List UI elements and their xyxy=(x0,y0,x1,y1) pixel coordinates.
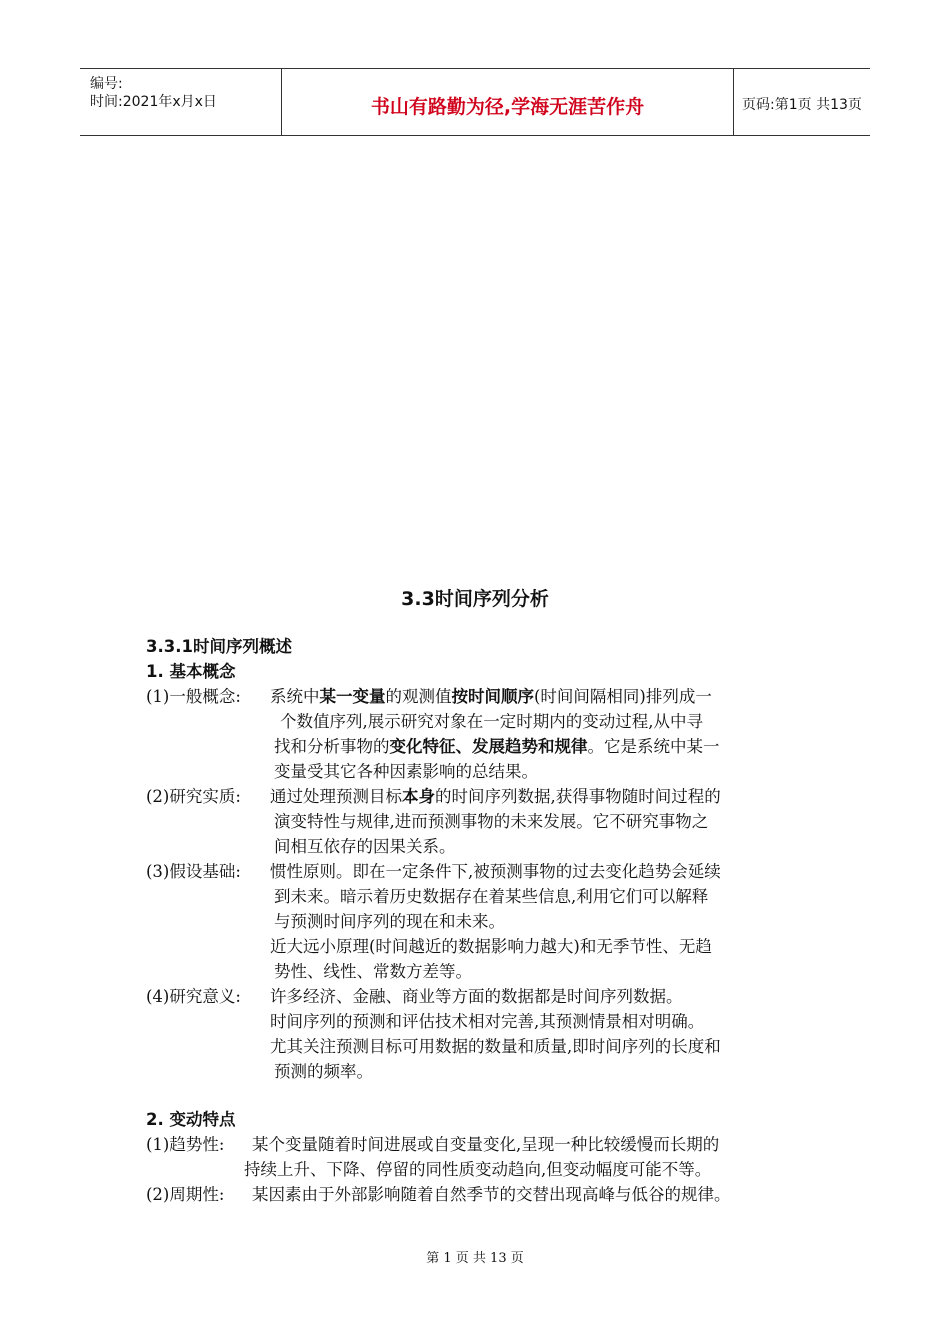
item-label: (1)趋势性: xyxy=(146,1135,225,1154)
body-line: 预测的频率。 xyxy=(274,1062,373,1081)
header-page-cell xyxy=(734,69,870,135)
document-date: 时间:2021年x月x日 xyxy=(90,94,217,110)
body-line: 许多经济、金融、商业等方面的数据都是时间序列数据。 xyxy=(270,987,683,1006)
body-line: 找和分析事物的变化特征、发展趋势和规律。它是系统中某一 xyxy=(274,737,720,756)
item-label: (2)周期性: xyxy=(146,1185,225,1204)
body-line: 通过处理预测目标本身的时间序列数据,获得事物随时间过程的 xyxy=(270,787,721,806)
body-line: 时间序列的预测和评估技术相对完善,其预测情景相对明确。 xyxy=(270,1012,705,1031)
body-line: 变量受其它各种因素影响的总结果。 xyxy=(274,762,538,781)
body-line: 个数值序列,展示研究对象在一定时期内的变动过程,从中寻 xyxy=(280,712,703,731)
body-line: 与预测时间序列的现在和未来。 xyxy=(274,912,505,931)
item-label: (3)假设基础: xyxy=(146,862,241,881)
header-motto-cell xyxy=(282,69,734,135)
section-title: 3.3时间序列分析 xyxy=(401,588,549,610)
body-line: 近大远小原理(时间越近的数据影响力越大)和无季节性、无趋 xyxy=(270,937,712,956)
body-line: 某个变量随着时间进展或自变量变化,呈现一种比较缓慢而长期的 xyxy=(252,1135,720,1154)
body-line: 持续上升、下降、停留的同性质变动趋向,但变动幅度可能不等。 xyxy=(244,1160,712,1179)
part2-heading: 2. 变动特点 xyxy=(146,1110,236,1129)
header-motto: 书山有路勤为径,学海无涯苦作舟 xyxy=(370,96,645,118)
document-number-label: 编号: xyxy=(90,76,123,92)
body-line: 尤其关注预测目标可用数据的数量和质量,即时间序列的长度和 xyxy=(270,1037,721,1056)
subsection-heading: 3.3.1时间序列概述 xyxy=(146,637,292,656)
item-label: (2)研究实质: xyxy=(146,787,241,806)
body-line: 演变特性与规律,进而预测事物的未来发展。它不研究事物之 xyxy=(274,812,709,831)
item-label: (4)研究意义: xyxy=(146,987,241,1006)
page-header xyxy=(80,68,870,136)
header-page-info: 页码:第1页 共13页 xyxy=(742,97,862,113)
body-line: 系统中某一变量的观测值按时间顺序(时间间隔相同)排列成一 xyxy=(270,687,712,706)
page-footer: 第 1 页 共 13 页 xyxy=(426,1251,524,1266)
part1-heading: 1. 基本概念 xyxy=(146,662,236,681)
body-line: 势性、线性、常数方差等。 xyxy=(274,962,472,981)
item-label: (1)一般概念: xyxy=(146,687,241,706)
header-meta-cell xyxy=(80,69,282,135)
body-line: 惯性原则。即在一定条件下,被预测事物的过去变化趋势会延续 xyxy=(270,862,721,881)
body-line: 间相互依存的因果关系。 xyxy=(274,837,456,856)
body-line: 到未来。暗示着历史数据存在着某些信息,利用它们可以解释 xyxy=(274,887,709,906)
body-line: 某因素由于外部影响随着自然季节的交替出现高峰与低谷的规律。 xyxy=(252,1185,731,1204)
